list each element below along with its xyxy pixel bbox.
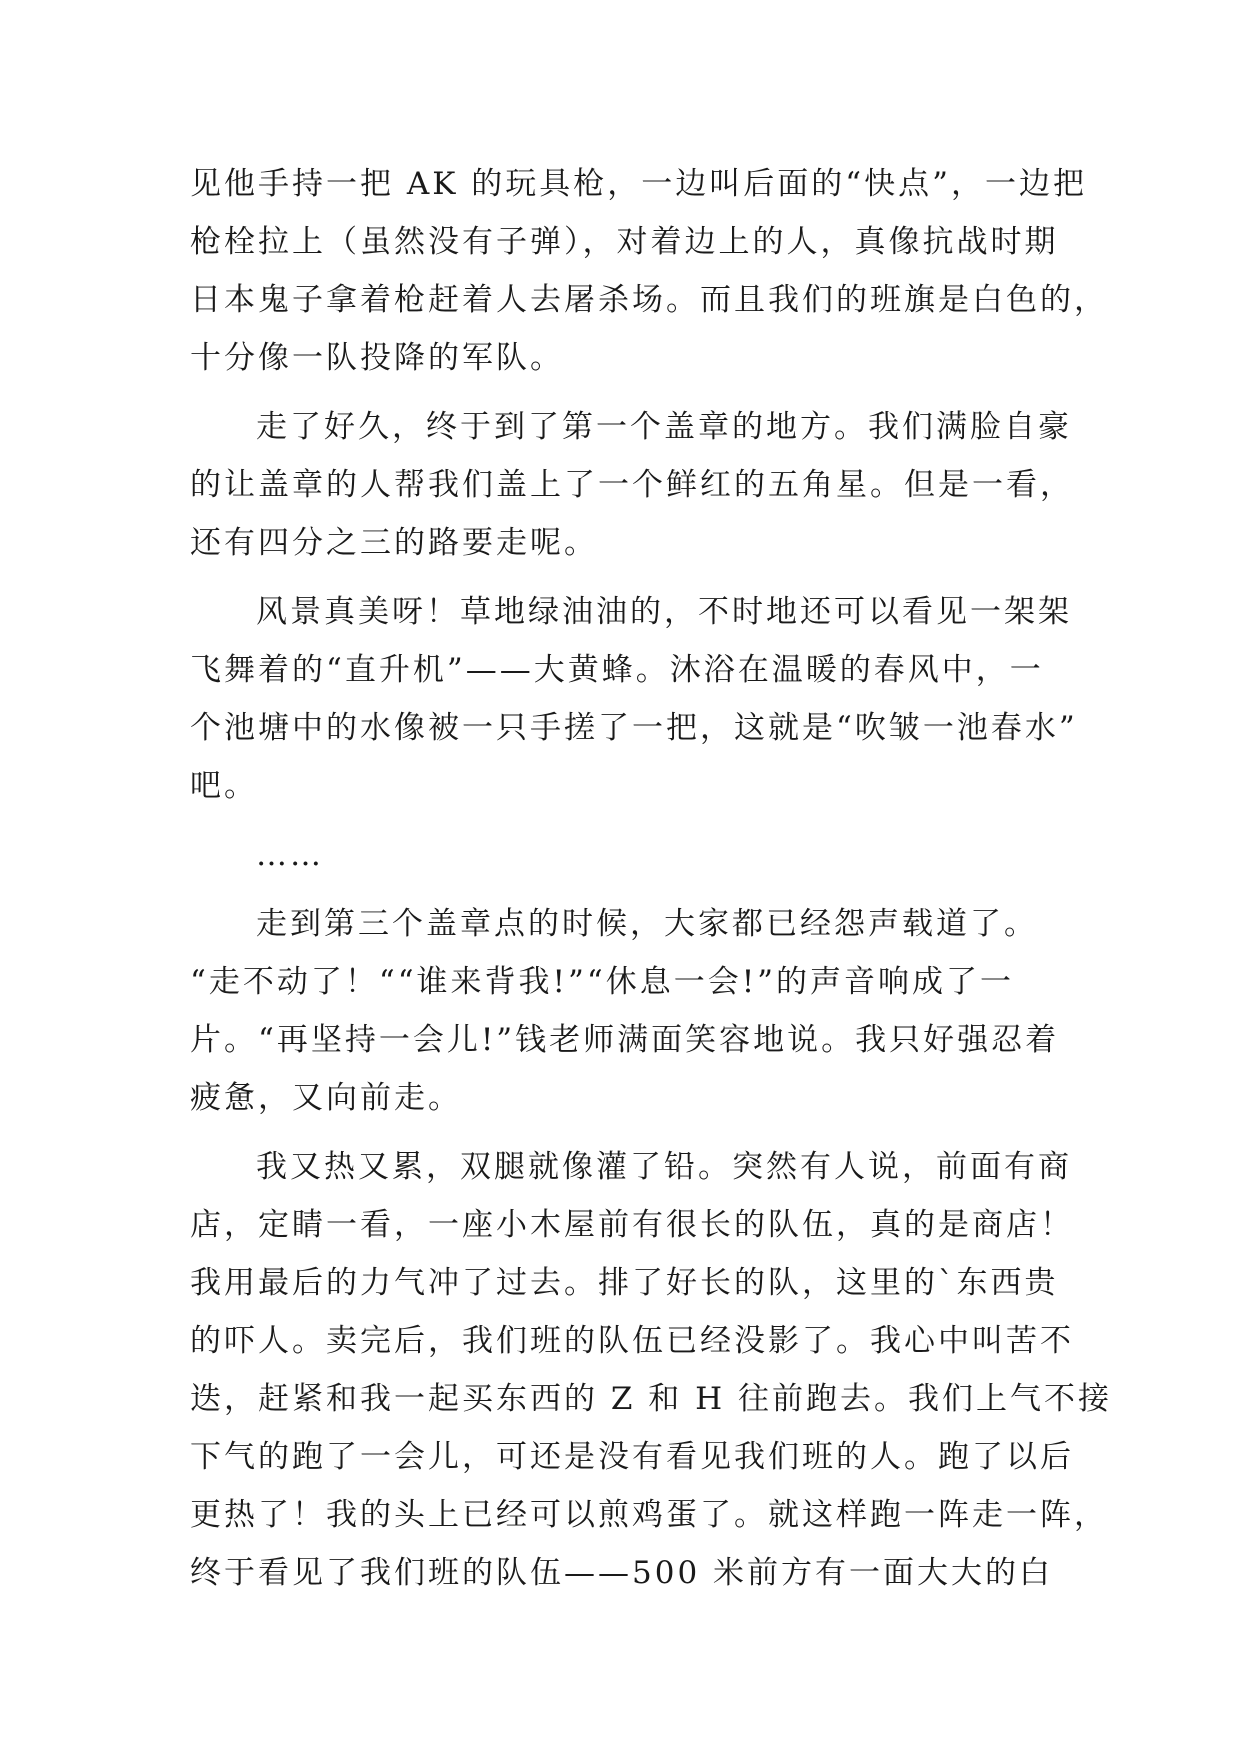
text-line: “走不动了！““谁来背我!”“休息一会!”的声音响成了一 [190, 964, 1015, 1000]
paragraph-1 [190, 155, 1108, 387]
text-line: 疲惫，又向前走。 [190, 1080, 462, 1116]
paragraph-4 [190, 895, 1090, 1127]
text-line: 更热了！我的头上已经可以煎鸡蛋了。就这样跑一阵走一阵， [190, 1497, 1108, 1533]
text-line: 迭，赶紧和我一起买东西的 Z 和 H 往前跑去。我们上气不接 [190, 1381, 1112, 1417]
text-line: 十分像一队投降的军队。 [190, 340, 564, 376]
text-line: 见他手持一把 AK 的玩具枪，一边叫后面的“快点”，一边把 [190, 166, 1087, 202]
text-line: 吧。 [190, 768, 258, 804]
text-line: 日本鬼子拿着枪赶着人去屠杀场。而且我们的班旗是白色的， [190, 282, 1108, 318]
text-line: 风景真美呀！草地绿油油的，不时地还可以看见一架架 [256, 594, 1072, 630]
paragraph-2 [190, 398, 1090, 572]
text-line: 走到第三个盖章点的时候，大家都已经怨声载道了。 [256, 906, 1038, 942]
text-line: 个池塘中的水像被一只手搓了一把，这就是“吹皱一池春水” [190, 710, 1078, 746]
text-line: 店，定睛一看，一座小木屋前有很长的队伍，真的是商店！ [190, 1207, 1074, 1243]
text-line: 片。“再坚持一会儿!”钱老师满面笑容地说。我只好强忍着 [190, 1022, 1060, 1058]
text-line: 下气的跑了一会儿，可还是没有看见我们班的人。跑了以后 [190, 1439, 1074, 1475]
text-line: 我又热又累，双腿就像灌了铅。突然有人说，前面有商 [256, 1149, 1072, 1185]
paragraph-ellipsis [190, 826, 1090, 884]
text-line: 飞舞着的“直升机”——大黄蜂。沐浴在温暖的春风中，一 [190, 652, 1044, 688]
text-line: 走了好久，终于到了第一个盖章的地方。我们满脸自豪 [256, 409, 1072, 445]
text-line: 枪栓拉上（虽然没有子弹），对着边上的人，真像抗战时期 [190, 224, 1059, 260]
paragraph-3 [190, 583, 1090, 815]
text-line: 还有四分之三的路要走呢。 [190, 525, 598, 561]
ellipsis-line: …… [256, 837, 324, 873]
text-line: 的吓人。卖完后，我们班的队伍已经没影了。我心中叫苦不 [190, 1323, 1074, 1359]
document-body [190, 155, 1112, 1602]
text-line: 终于看见了我们班的队伍——500 米前方有一面大大的白 [190, 1555, 1054, 1591]
paragraph-5 [190, 1138, 1112, 1602]
text-line: 的让盖章的人帮我们盖上了一个鲜红的五角星。但是一看， [190, 467, 1074, 503]
text-line: 我用最后的力气冲了过去。排了好长的队，这里的`东西贵 [190, 1265, 1059, 1301]
